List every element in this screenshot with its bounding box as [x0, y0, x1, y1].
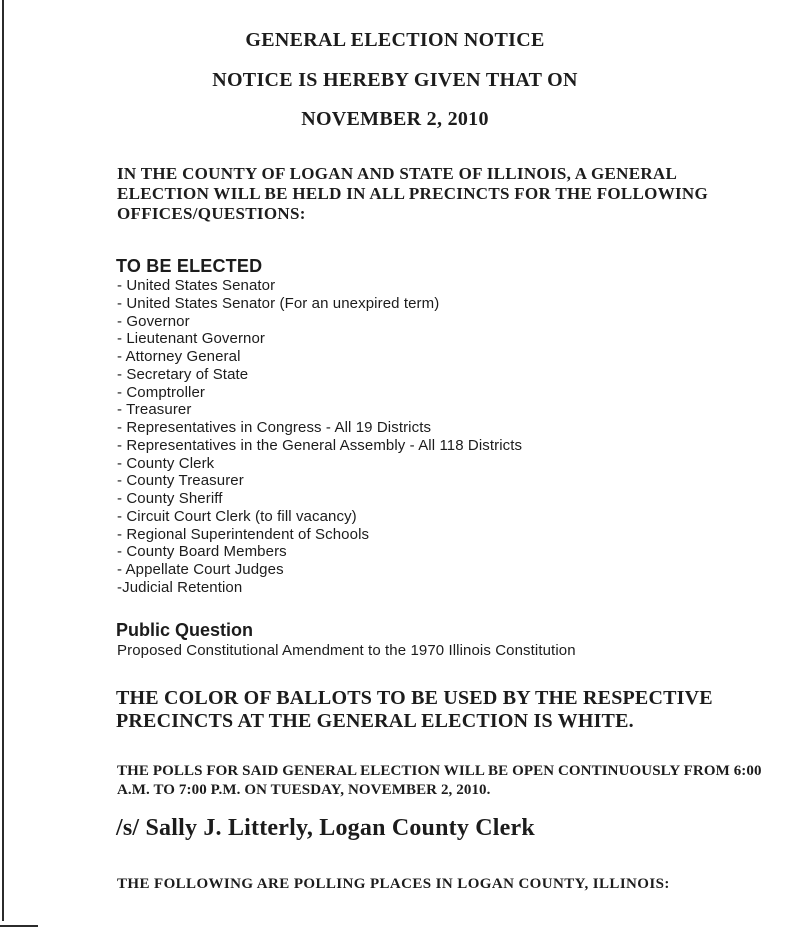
elected-office-item: - Representatives in the General Assembly - All 118 Districts — [117, 436, 523, 454]
elected-office-item: - Regional Superintendent of Schools — [117, 525, 370, 543]
elected-office-item: - Attorney General — [117, 348, 241, 365]
scan-edge-bottom-line — [0, 925, 38, 927]
public-question-text: Proposed Constitutional Amendment to the 1970 Illinois Constitution — [117, 642, 576, 659]
clerk-signature: /s/ Sally J. Litterly, Logan County Clerk — [116, 815, 535, 841]
elected-office-item: - Governor — [117, 312, 190, 330]
elected-office-item: - County Clerk — [117, 454, 215, 472]
public-question-heading: Public Question — [116, 620, 254, 640]
elected-office-item: - Treasurer — [117, 401, 192, 419]
notice-title: GENERAL ELECTION NOTICE — [245, 29, 545, 51]
polls-hours-line: THE POLLS FOR SAID GENERAL ELECTION WILL BE OPEN CONTINUOUSLY FROM 6:00 — [117, 763, 762, 779]
elected-office-item: - Comptroller — [117, 383, 205, 401]
ballot-color-line: THE COLOR OF BALLOTS TO BE USED BY THE RESPECTIVE — [116, 687, 713, 709]
elected-office-item: - County Board Members — [117, 543, 287, 561]
intro-paragraph — [117, 164, 708, 224]
polling-places-heading: THE FOLLOWING ARE POLLING PLACES IN LOGAN COUNTY, ILLINOIS: — [117, 876, 670, 892]
elected-office-item: - Appellate Court Judges — [117, 561, 284, 578]
polls-hours-statement — [117, 762, 762, 799]
elected-office-item: - Secretary of State — [117, 365, 249, 383]
elected-office-item: - County Sheriff — [117, 490, 223, 507]
intro-line: IN THE COUNTY OF LOGAN AND STATE OF ILLINOIS, A GENERAL — [117, 164, 678, 183]
intro-line: OFFICES/QUESTIONS: — [117, 204, 306, 223]
elected-office-item: - Representatives in Congress - All 19 Districts — [117, 419, 432, 436]
elected-office-item: - Lieutenant Governor — [117, 330, 266, 348]
elected-office-item: - United States Senator (For an unexpired term) — [117, 294, 440, 312]
to-be-elected-heading: TO BE ELECTED — [116, 256, 263, 276]
elected-office-item: - County Treasurer — [117, 472, 244, 490]
polls-hours-line: A.M. TO 7:00 P.M. ON TUESDAY, NOVEMBER 2, 2010. — [117, 781, 491, 798]
elected-offices-list — [117, 277, 522, 597]
elected-office-item: -Judicial Retention — [117, 578, 243, 596]
elected-office-item: - Circuit Court Clerk (to fill vacancy) — [117, 507, 357, 525]
ballot-color-line: PRECINCTS AT THE GENERAL ELECTION IS WHITE. — [116, 709, 634, 732]
election-date: NOVEMBER 2, 2010 — [301, 108, 489, 130]
notice-subtitle: NOTICE IS HEREBY GIVEN THAT ON — [212, 69, 578, 91]
ballot-color-statement — [116, 687, 713, 732]
scan-edge-left-line — [2, 0, 4, 921]
elected-office-item: - United States Senator — [117, 277, 276, 294]
intro-line: ELECTION WILL BE HELD IN ALL PRECINCTS FOR THE FOLLOWING — [117, 184, 709, 203]
